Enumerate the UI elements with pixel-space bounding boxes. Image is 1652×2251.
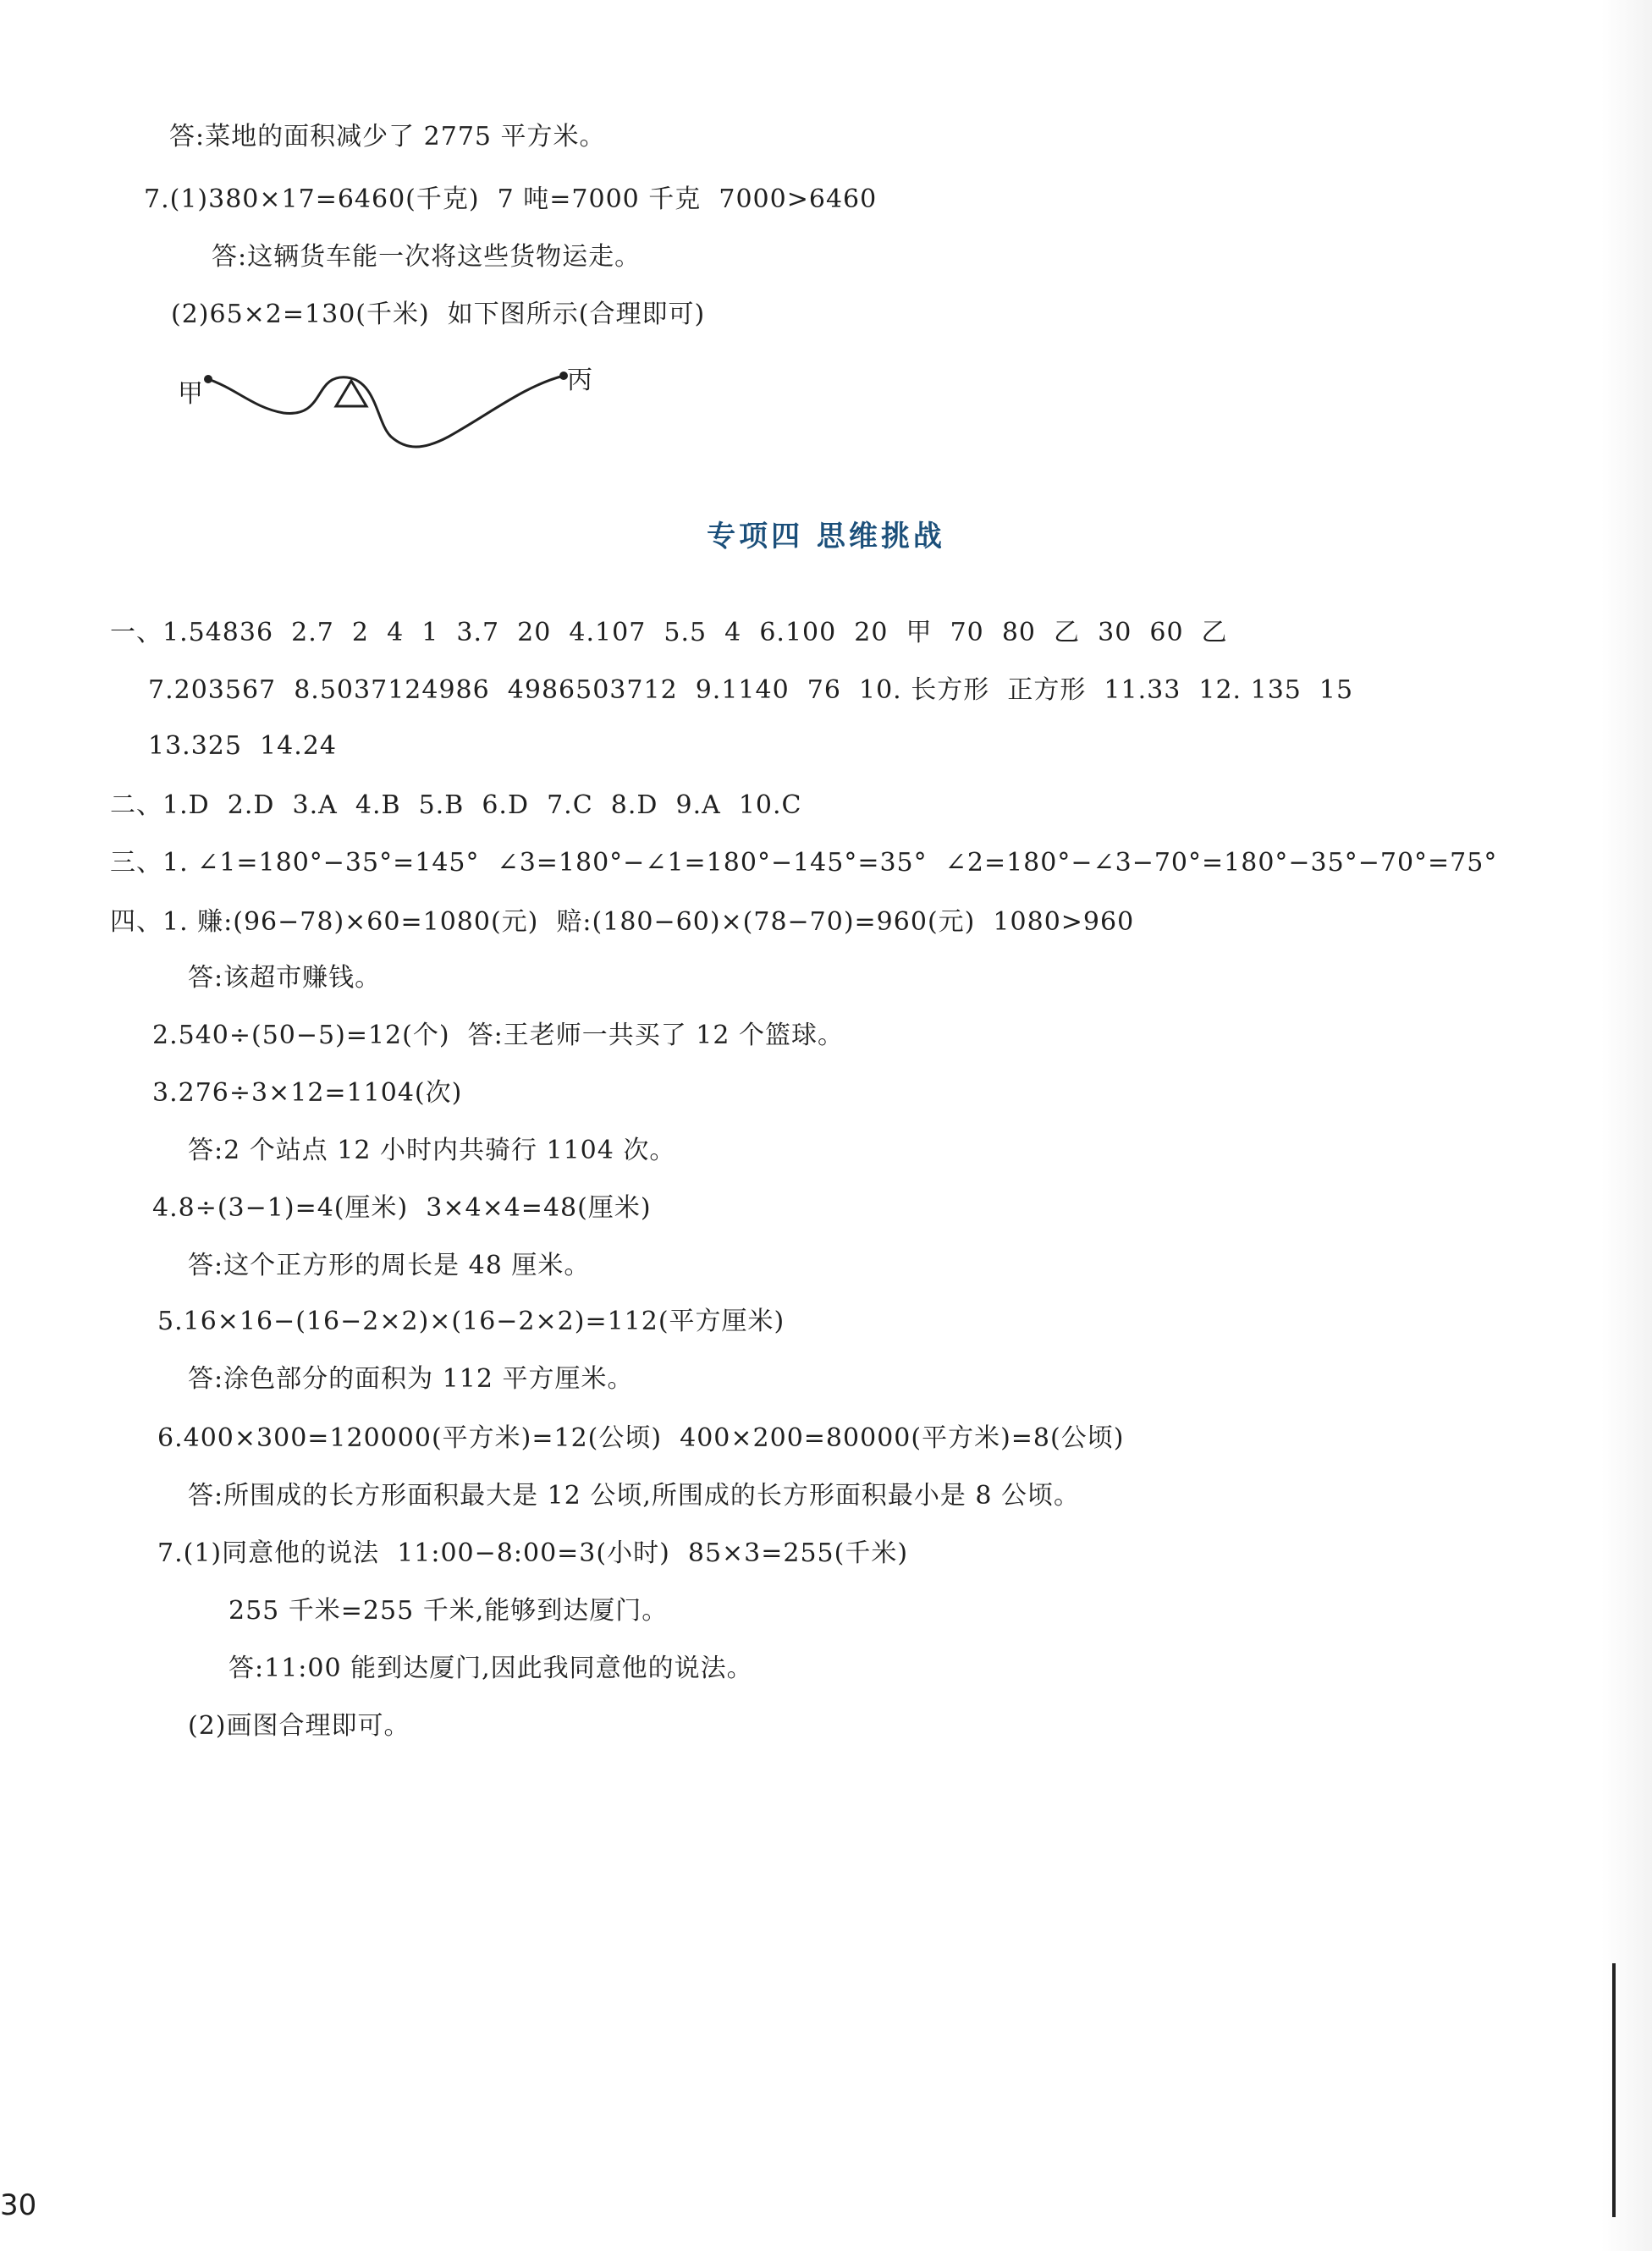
part-4-problem-4: 4.8÷(3−1)=4(厘米) 3×4×4=48(厘米) [152,1193,652,1223]
part-4-problem-3: 3.276÷3×12=1104(次) [152,1078,463,1108]
start-point [204,375,212,383]
part-4-problem-6: 6.400×300=120000(平方米)=12(公顷) 400×200=80000(平方米)=8(公顷) [157,1423,1125,1453]
part-2-choice: 二、1.D 2.D 3.A 4.B 5.B 6.D 7.C 8.D 9.A 10.C [110,790,802,820]
part-1-fill-in-cont: 7.203567 8.5037124986 4986503712 9.1140 76 10. 长方形 正方形 11.33 12. 135 15 [148,675,1354,705]
part-1-fill-in: 一、1.54836 2.7 2 4 1 3.7 20 4.107 5.5 4 6.100 20 甲 70 80 乙 30 60 乙 [110,618,1228,647]
part-1-fill-in-cont: 13.325 14.24 [148,731,337,761]
part-4-problem-5: 5.16×16−(16−2×2)×(16−2×2)=112(平方厘米) [157,1307,785,1336]
answer-line: 答:这个正方形的周长是 48 厘米。 [188,1251,591,1280]
page-number: 30 [0,2188,37,2222]
answer-line: 答:涂色部分的面积为 112 平方厘米。 [188,1364,634,1394]
problem-7-part-2: (2)65×2=130(千米) 如下图所示(合理即可) [171,300,706,329]
edge-mark [1612,1963,1616,2217]
answer-line: 答:菜地的面积减少了 2775 平方米。 [169,122,606,151]
diagram-end-label: 丙 [567,366,592,395]
part-4-problem-1: 四、1. 赚:(96−78)×60=1080(元) 赔:(180−60)×(78−70)=960(元) 1080>960 [110,907,1135,937]
part-4-problem-7-part-1: 7.(1)同意他的说法 11:00−8:00=3(小时) 85×3=255(千米) [157,1538,909,1568]
problem-7-reasoning: 255 千米=255 千米,能够到达厦门。 [229,1596,669,1626]
diagram-start-label: 甲 [178,379,203,409]
answer-line: 答:该超市赚钱。 [188,963,382,993]
page-edge-shade [1601,0,1652,2251]
part-4-problem-2: 2.540÷(50−5)=12(个) 答:王老师一共买了 12 个篮球。 [152,1021,844,1050]
problem-7-part-1: 7.(1)380×17=6460(千克) 7 吨=7000 千克 7000>6460 [144,184,878,214]
answer-line: 答:11:00 能到达厦门,因此我同意他的说法。 [229,1654,753,1683]
route-diagram [169,355,609,457]
section-heading: 专项四 思维挑战 [707,520,945,553]
answer-line: 答:2 个站点 12 小时内共骑行 1104 次。 [188,1136,676,1165]
answer-line: 答:这辆货车能一次将这些货物运走。 [212,242,642,272]
answer-line: 答:所围成的长方形面积最大是 12 公顷,所围成的长方形面积最小是 8 公顷。 [188,1481,1081,1511]
part-4-problem-7-part-2: (2)画图合理即可。 [188,1711,410,1741]
route-curve [208,376,564,447]
part-3-angles: 三、1. ∠1=180°−35°=145° ∠3=180°−∠1=180°−145°=35° ∠2=180°−∠3−70°=180°−35°−70°=75° [110,848,1498,878]
